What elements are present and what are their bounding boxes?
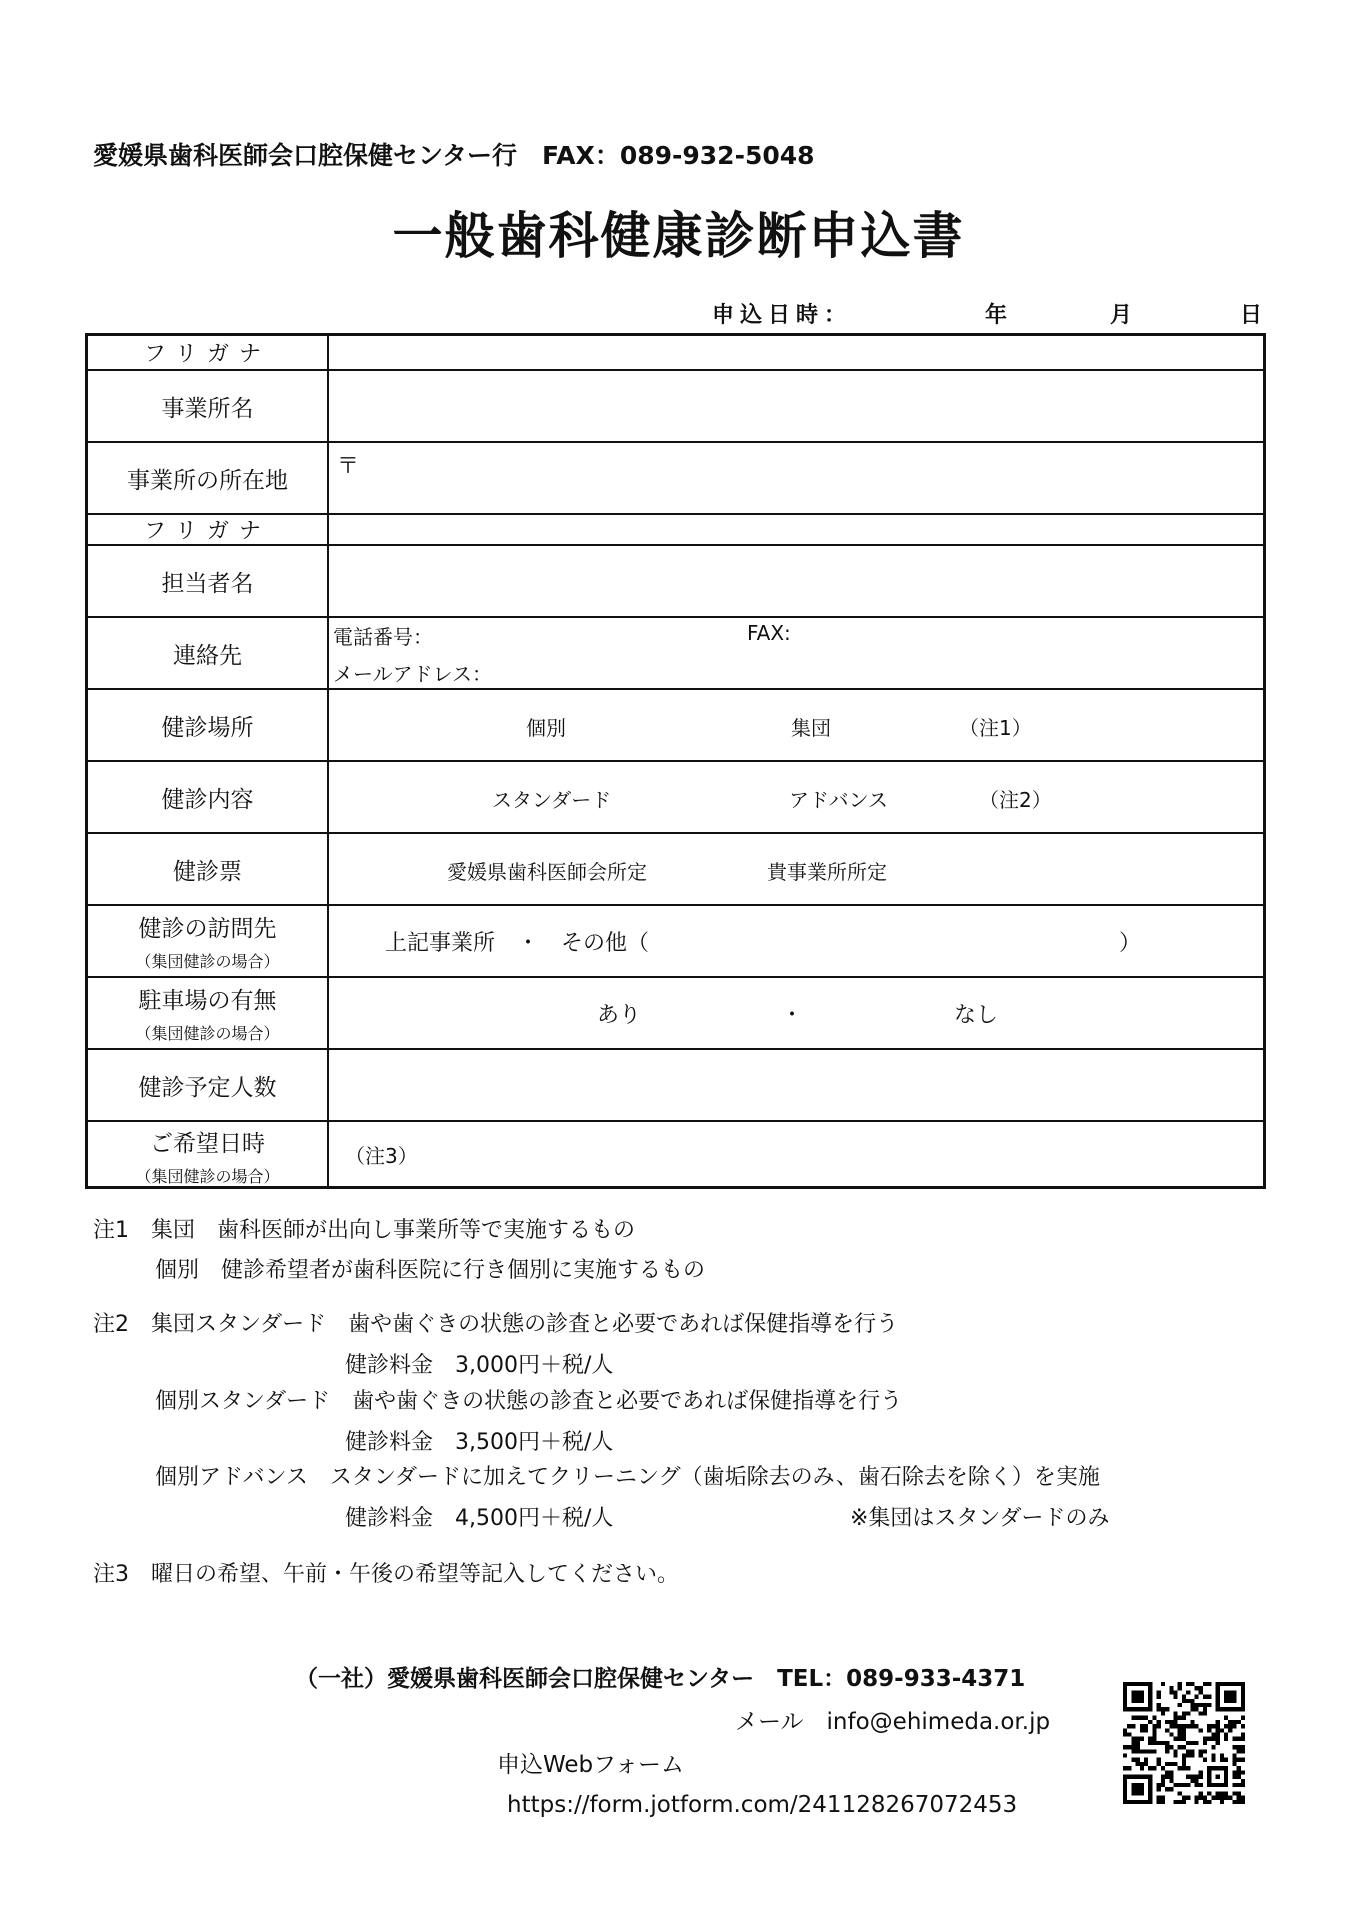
label-visit-sub: （集団健診の場合） [135, 952, 280, 971]
note-2-individual-standard: 個別スタンダード 歯や歯ぐきの状態の診査と必要であれば保健指導を行う [155, 1389, 903, 1414]
label-preferred-sub: （集団健診の場合） [135, 1166, 280, 1186]
row-furigana-office [88, 336, 1263, 369]
option-parking-yes[interactable]: あり [597, 1003, 642, 1028]
date-day-label: 日 [1240, 303, 1263, 328]
label-exam-sheet: 健診票 [88, 834, 329, 904]
footer-email[interactable]: メール info@ehimeda.or.jp [735, 1709, 1051, 1735]
field-furigana-office[interactable] [329, 336, 1263, 369]
field-office-address[interactable] [329, 443, 1263, 513]
note-1-group: 注1 集団 歯科医師が出向し事業所等で実施するもの [93, 1218, 635, 1243]
row-visit-destination [88, 904, 1263, 976]
label-headcount: 健診予定人数 [88, 1050, 329, 1120]
row-office-name [88, 369, 1263, 441]
row-headcount [88, 1048, 1263, 1120]
field-furigana-person[interactable] [329, 515, 1263, 544]
date-label: 申込日時： [712, 303, 853, 328]
field-office-name[interactable] [329, 371, 1263, 441]
row-person-name [88, 544, 1263, 616]
field-person-name[interactable] [329, 546, 1263, 616]
note-2-remark: ※集団はスタンダードのみ [850, 1506, 1110, 1531]
note-2-individual-standard-fee: 健診料金 3,500円＋税/人 [345, 1430, 614, 1455]
application-form [85, 333, 1266, 1189]
note-2-group-standard-fee: 健診料金 3,000円＋税/人 [345, 1353, 614, 1378]
label-office-address: 事業所の所在地 [88, 443, 329, 513]
label-office-name: 事業所名 [88, 371, 329, 441]
option-group[interactable]: 集団 [791, 716, 831, 740]
note1-ref: （注1） [959, 716, 1032, 740]
label-furigana: フリガナ [88, 515, 329, 544]
note-3: 注3 曜日の希望、午前・午後の希望等記入してください。 [93, 1562, 679, 1587]
option-visit-destination[interactable]: 上記事業所 ・ その他（ [385, 931, 650, 956]
note-2-individual-advance-fee: 健診料金 4,500円＋税/人 [345, 1506, 614, 1531]
note-2-group-standard: 注2 集団スタンダード 歯や歯ぐきの状態の診査と必要であれば保健指導を行う [93, 1312, 899, 1337]
option-sheet-office[interactable]: 貴事業所所定 [767, 860, 887, 884]
row-parking [88, 976, 1263, 1048]
date-month-label: 月 [1110, 303, 1133, 328]
label-parking: 駐車場の有無 [138, 988, 277, 1014]
label-person-name: 担当者名 [88, 546, 329, 616]
label-preferred-date: ご希望日時 [150, 1130, 265, 1157]
parking-separator: ・ [781, 1003, 804, 1028]
row-contact [88, 616, 1263, 688]
postal-mark: 〒 [337, 454, 360, 479]
option-standard[interactable]: スタンダード [492, 788, 612, 812]
field-preferred-date[interactable] [329, 1122, 1263, 1189]
field-headcount[interactable] [329, 1050, 1263, 1120]
row-furigana-person [88, 513, 1263, 544]
phone-label: 電話番号： [333, 625, 433, 649]
footer-organization: （一社）愛媛県歯科医師会口腔保健センター TEL：089-933-4371 [295, 1666, 1026, 1692]
label-exam-content: 健診内容 [88, 762, 329, 832]
fax-label: FAX: [747, 621, 791, 645]
option-individual[interactable]: 個別 [526, 716, 566, 740]
label-furigana: フリガナ [88, 336, 329, 369]
field-contact[interactable] [329, 618, 1263, 688]
email-label: メールアドレス： [333, 662, 492, 686]
footer-url-link[interactable]: https://form.jotform.com/241128267072453 [507, 1792, 1018, 1818]
label-contact: 連絡先 [88, 618, 329, 688]
label-exam-place: 健診場所 [88, 690, 329, 760]
recipient-line: 愛媛県歯科医師会口腔保健センター行 FAX：089-932-5048 [93, 141, 815, 170]
note-2-individual-advance: 個別アドバンス スタンダードに加えてクリーニング（歯垢除去のみ、歯石除去を除く）を実施 [155, 1465, 1100, 1490]
row-exam-place [88, 688, 1263, 760]
row-exam-sheet [88, 832, 1263, 904]
page-title: 一般歯科健康診断申込書 [392, 207, 965, 265]
option-advance[interactable]: アドバンス [789, 788, 888, 812]
note2-ref: （注2） [979, 788, 1052, 812]
row-preferred-date [88, 1120, 1263, 1189]
visit-close-paren: ） [1119, 931, 1142, 956]
row-office-address [88, 441, 1263, 513]
option-parking-no[interactable]: なし [954, 1003, 999, 1028]
row-exam-content [88, 760, 1263, 832]
option-sheet-association[interactable]: 愛媛県歯科医師会所定 [447, 860, 647, 884]
qr-code-icon[interactable] [1123, 1682, 1245, 1804]
note-1-individual: 個別 健診希望者が歯科医院に行き個別に実施するもの [155, 1258, 706, 1283]
label-visit-destination: 健診の訪問先 [138, 916, 277, 942]
date-year-label: 年 [985, 303, 1008, 328]
footer-web-form-label: 申込Webフォーム [497, 1752, 684, 1778]
label-parking-sub: （集団健診の場合） [135, 1024, 280, 1043]
note3-ref: （注3） [345, 1144, 418, 1168]
